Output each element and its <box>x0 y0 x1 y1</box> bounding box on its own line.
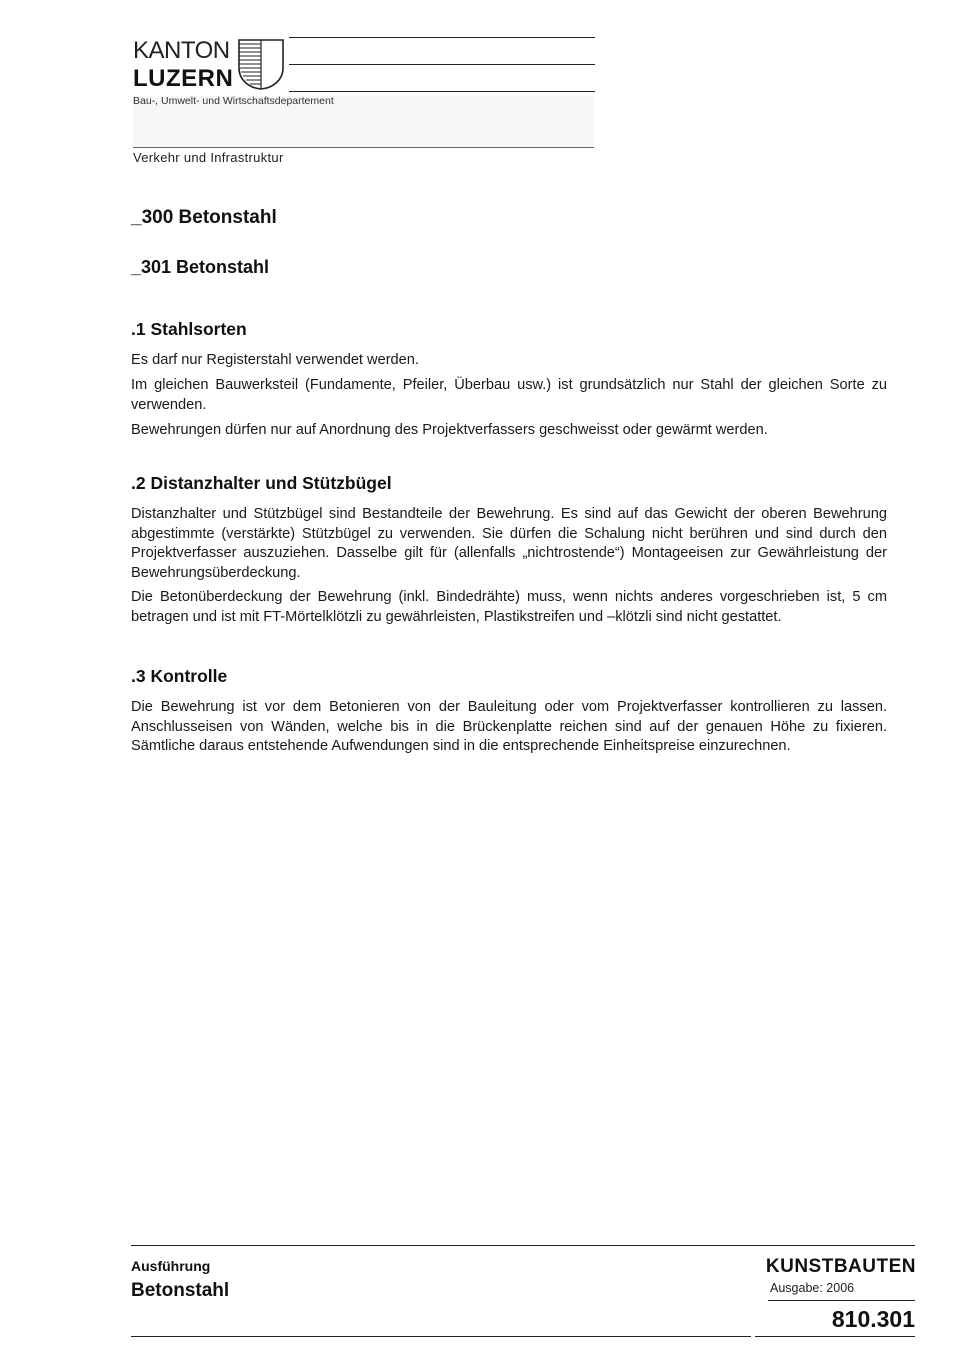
paragraph: Bewehrungen dürfen nur auf Anordnung des Projektverfassers geschweisst oder gewärmt werden. <box>131 422 768 438</box>
footer-edition-rule <box>768 1300 915 1301</box>
logo-line-2: LUZERN <box>133 65 234 92</box>
division-name: Verkehr und Infrastruktur <box>133 150 284 165</box>
coat-of-arms-icon <box>237 38 285 90</box>
footer-section: KUNSTBAUTEN <box>765 1256 916 1277</box>
footer-label: Ausführung <box>131 1258 211 1274</box>
header-rule <box>289 64 595 65</box>
header-rule-lines <box>289 37 595 97</box>
footer-edition: Ausgabe: 2006 <box>770 1281 855 1295</box>
header-divider <box>133 147 594 148</box>
section-title-stahlsorten: .1 Stahlsorten <box>131 319 247 339</box>
paragraph: Distanzhalter und Stützbügel sind Bestandteile der Bewehrung. Es sind auf das Gewicht der oberen Bewehrung abgestimmte (verstärkte) Stützbügel zu verwenden. Sie dürfen die Schalung nicht berühren und sind durch den Projektverfasser auszuziehen. Dasselbe gilt für (allenfalls „nichtrostende“) Montageeisen zur Gewährleistung der Bewehrungsüberdeckung. <box>131 506 887 581</box>
section-title-kontrolle: .3 Kontrolle <box>131 666 228 686</box>
paragraph: Die Bewehrung ist vor dem Betonieren von der Bauleitung oder vom Projektverfasser kontrollieren zu lassen. Anschlusseisen von Wänden, welche bis in die Brückenplatte reichen sind auf der genauen Höhe zu fixieren. Sämtliche daraus entstehende Aufwendungen sind in die entsprechende Einheitspreise einzurechnen. <box>131 699 887 755</box>
footer-bottom-rule <box>755 1336 915 1337</box>
department-name: Bau-, Umwelt- und Wirtschaftsdepartement <box>133 95 334 107</box>
footer-document-number: 810.301 <box>831 1306 915 1332</box>
footer-bottom-rule <box>131 1336 751 1337</box>
paragraph: Die Betonüberdeckung der Bewehrung (inkl. Bindedrähte) muss, wenn nichts anderes vorgeschrieben ist, 5 cm betragen und ist mit FT-Mörtelklötzli zu gewährleisten, Plastikstreifen und –klötzli sind nicht gestattet. <box>131 589 887 625</box>
heading-301: _301 Betonstahl <box>131 257 270 277</box>
kanton-luzern-logo <box>133 36 293 96</box>
header-rule <box>289 91 595 92</box>
header-rule <box>289 37 595 38</box>
footer-title: Betonstahl <box>131 1280 230 1301</box>
footer-top-rule <box>131 1245 915 1246</box>
logo-line-1: KANTON <box>133 37 230 64</box>
section-title-distanzhalter: .2 Distanzhalter und Stützbügel <box>131 473 392 493</box>
paragraph: Im gleichen Bauwerksteil (Fundamente, Pfeiler, Überbau usw.) ist grundsätzlich nur Stahl der gleichen Sorte zu verwenden. <box>131 377 887 413</box>
paragraph: Es darf nur Registerstahl verwendet werden. <box>131 352 419 368</box>
heading-300: _300 Betonstahl <box>131 207 277 228</box>
